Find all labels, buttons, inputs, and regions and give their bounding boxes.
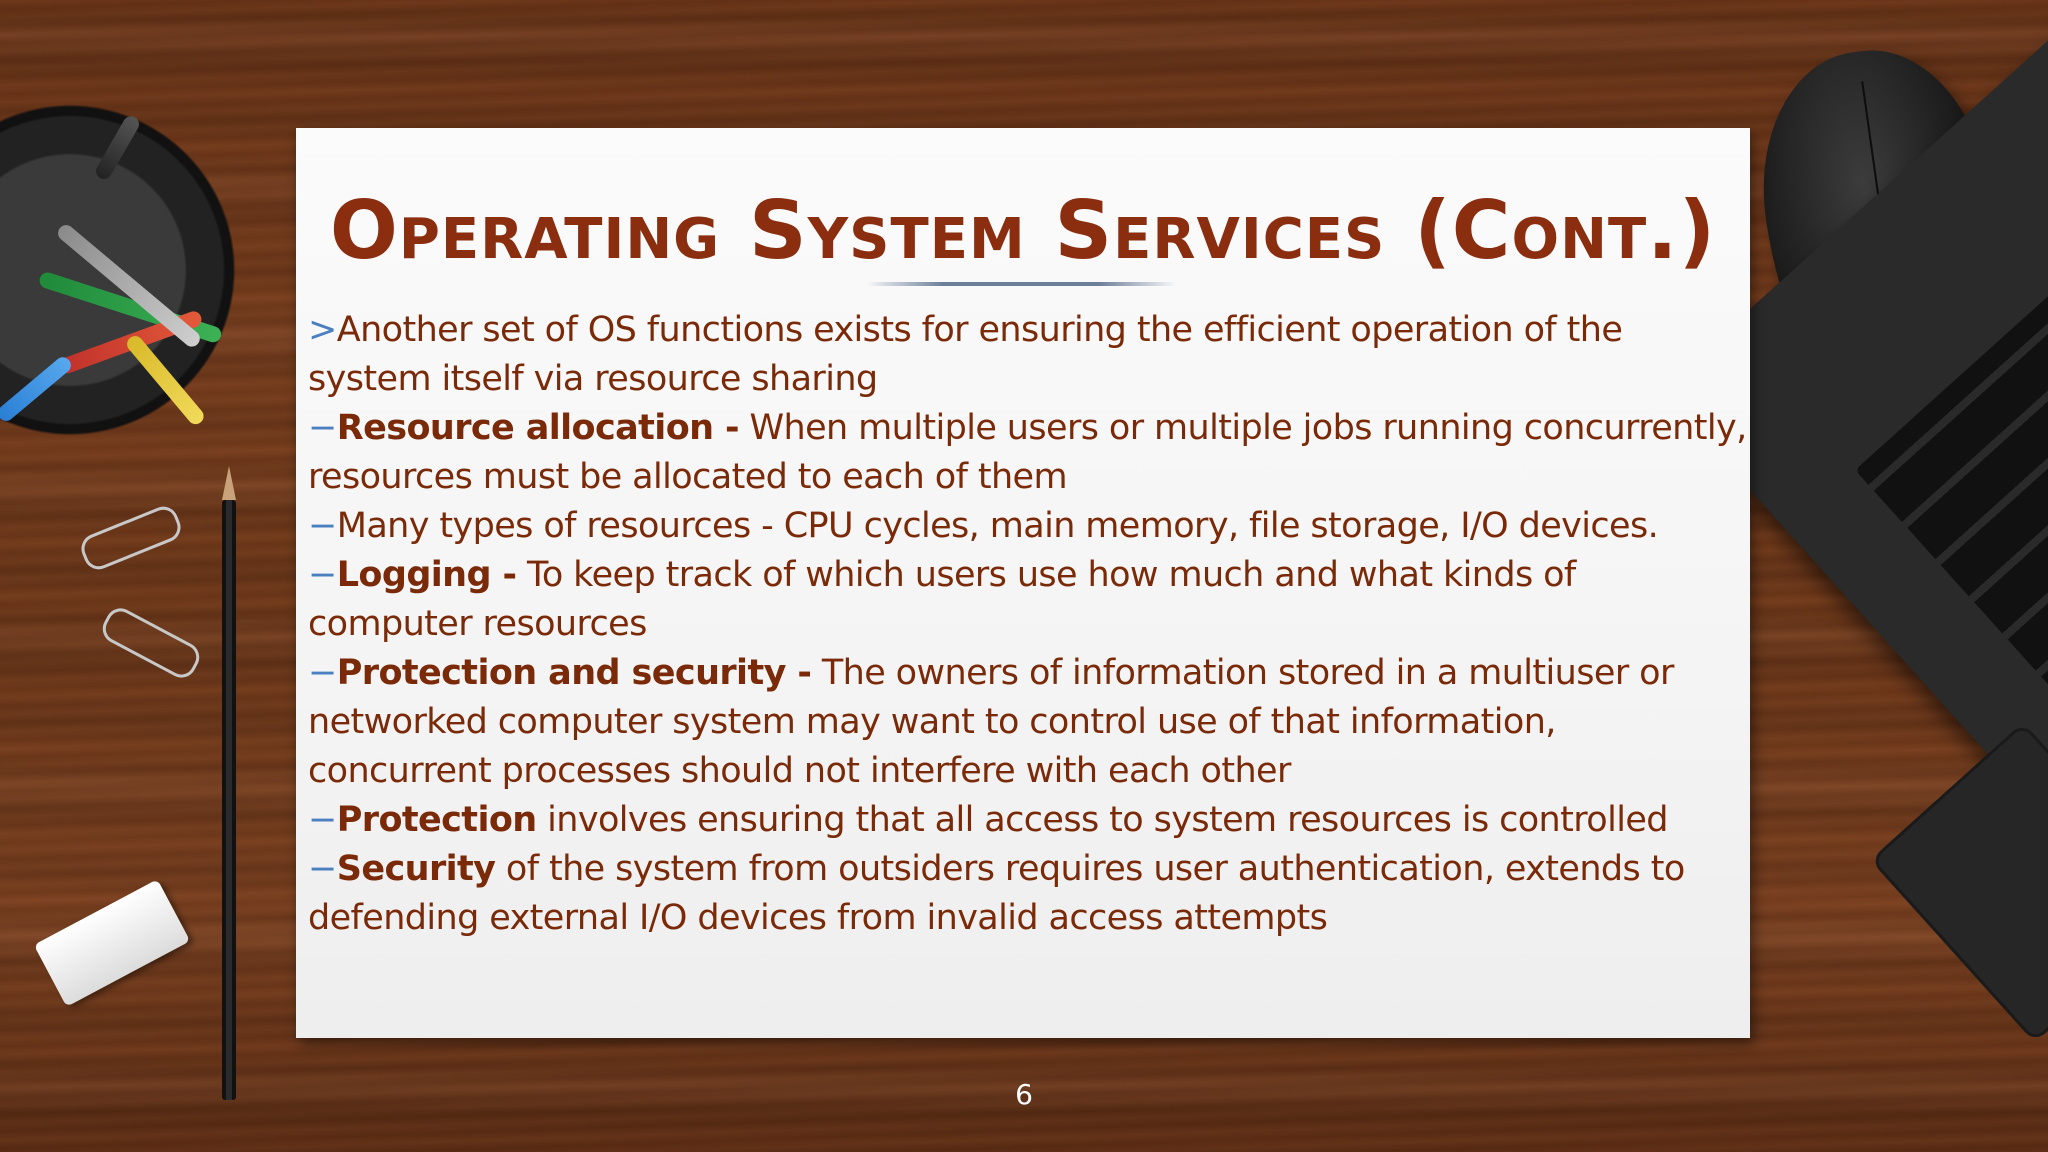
bullet-term: Security: [336, 849, 496, 889]
bullet-marker: −: [308, 849, 337, 889]
paper-clip: [77, 502, 185, 574]
bullet-marker: −: [308, 506, 337, 546]
bullet-marker: −: [308, 408, 337, 448]
bullet-text: Many types of resources - CPU cycles, main memory, file storage, I/O devices.: [336, 506, 1659, 546]
laptop-touchpad: [1870, 722, 2048, 1043]
bullet-marker: −: [308, 555, 337, 595]
intro-paragraph: [308, 306, 1748, 404]
bullet-term: Protection: [336, 800, 537, 840]
bullet-text: When multiple users or multiple jobs running concurrently, resources must be allocated to each of them: [308, 408, 1747, 497]
bullet-item: [308, 796, 1748, 845]
bullet-text: involves ensuring that all access to system resources is controlled: [536, 800, 1668, 840]
eraser: [34, 879, 190, 1007]
slide-body: [308, 306, 1748, 943]
bullet-text: To keep track of which users use how much and what kinds of computer resources: [308, 555, 1576, 644]
bullet-item: [308, 649, 1748, 796]
paper-clip: [98, 603, 205, 683]
bullet-text: The owners of information stored in a multiuser or networked computer system may want to control use of that information, concurrent processes should not interfere with each other: [308, 653, 1674, 791]
title-underline: [866, 282, 1176, 286]
bullet-term: Resource allocation -: [336, 408, 739, 448]
bullet-term: Protection and security -: [336, 653, 812, 693]
page-number: 6: [1015, 1078, 1033, 1111]
bullet-item: [308, 502, 1748, 551]
pencil-tip: [222, 466, 236, 500]
pencil: [222, 500, 236, 1100]
bullet-marker: >: [308, 310, 337, 350]
bullet-text: of the system from outsiders requires user authentication, extends to defending external I/O devices from invalid access attempts: [308, 849, 1685, 938]
bullet-item: [308, 551, 1748, 649]
bullet-term: Logging -: [336, 555, 517, 595]
intro-text: Another set of OS functions exists for ensuring the efficient operation of the system itself via resource sharing: [308, 310, 1623, 399]
bullet-marker: −: [308, 800, 337, 840]
slide-title: Operating System Services (Cont.): [329, 184, 1717, 277]
bullet-item: [308, 845, 1748, 943]
slide-paper: [296, 128, 1750, 1038]
bullet-marker: −: [308, 653, 337, 693]
bullet-item: [308, 404, 1748, 502]
